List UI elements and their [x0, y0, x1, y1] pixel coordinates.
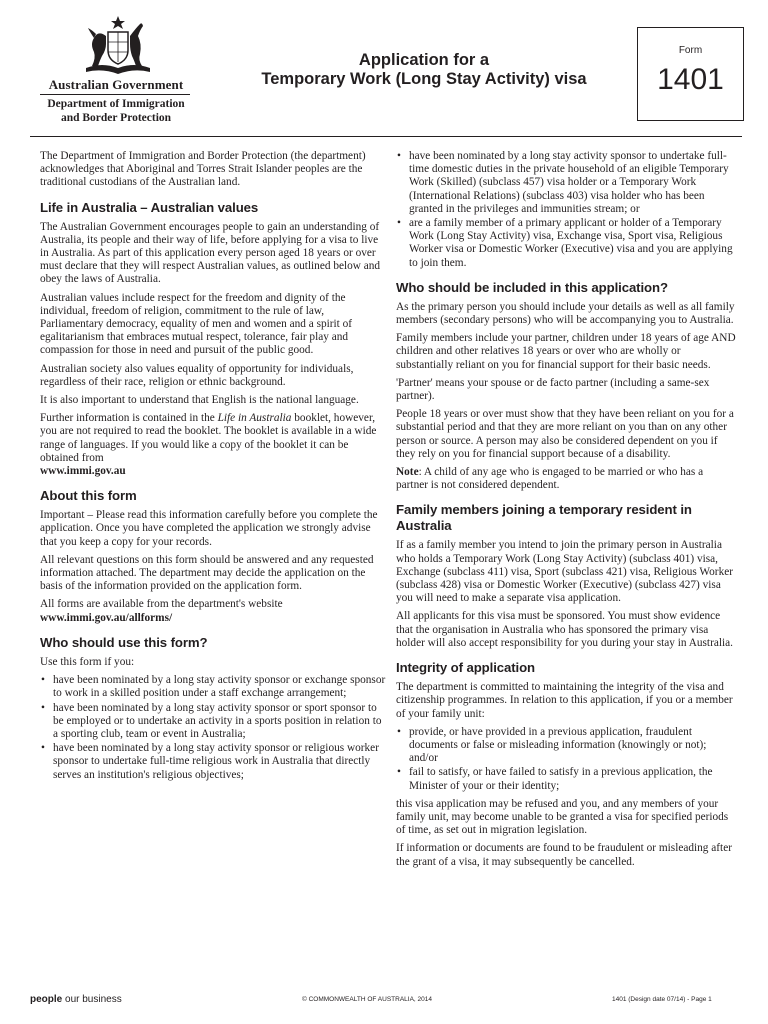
paragraph [40, 598, 386, 624]
booklet-title: Life in Australia [217, 412, 292, 425]
paragraph: If as a family member you intend to join the primary person in Australia who holds a Temporary Work (Long Stay Activity) (subclass 401) visa, Exchange (subclass 411) visa, Sport (subclass 421) visa, Religious Worker (subclass 428) visa or Domestic Worker (Executive) (subclass 427) visa you will need to make a separate visa application. [396, 539, 733, 605]
paragraph: All relevant questions on this form should be answered and any requested information attached. The department may decide the application on the basis of the information provided on the application form. [40, 553, 374, 593]
text: : A child of any age who is engaged to be married or who has a partner is not considered dependent. [396, 466, 704, 492]
footer-slogan [30, 994, 122, 1005]
list-item: • have been nominated by a long stay activity sponsor or religious worker sponsor to undertake full-time religious work in Australia that directly serves an institution's religious objectives; [40, 742, 386, 782]
divider [40, 94, 190, 95]
page-info: 1401 (Design date 07/14) - Page 1 [612, 996, 712, 1003]
right-column [396, 150, 736, 874]
list-item: • have been nominated by a long stay activity sponsor or exchange sponsor to work in a skilled position under a staff exchange arrangement; [40, 674, 386, 700]
paragraph: All applicants for this visa must be sponsored. You must show evidence that the organisation in Australia who has sponsored the primary visa holder will also accept responsibility for you during your stay in Australia. [396, 610, 733, 649]
paragraph: The Australian Government encourages people to gain an understanding of Australia, its people and their way of life, before applying for a visa to live in Australia. As part of this application every person aged 18 years or over must declare that they will respect Australian values, as outlined below and obey the laws of Australia. [40, 220, 381, 286]
page-header [0, 0, 768, 138]
acknowledgement-text: The Department of Immigration and Border Protection (the department) acknowledges that Aboriginal and Torres Strait Islander peoples are the traditional custodians of the Australian land. [40, 150, 366, 189]
form-label: Form [678, 45, 703, 56]
bullet-list [396, 150, 736, 270]
text: booklet, however, you are not required to read the booklet. The booklet is available in a wide range of languages. If you would like a copy of the booklet it can be obtained from [40, 412, 377, 464]
paragraph [40, 412, 386, 478]
paragraph: this visa application may be refused and you, and any members of your family unit, may become unable to be granted a visa for specified periods of time, as set out in migration legislation. [396, 797, 729, 837]
paragraph: The department is committed to maintaining the integrity of the visa and citizenship programmes. In relation to this application, if you or a member of your family unit: [396, 681, 733, 720]
paragraph: It is also important to understand that English is the national language. [40, 394, 359, 407]
title-line: Temporary Work (Long Stay Activity) visa [261, 70, 587, 88]
list-item: • provide, or have provided in a previous application, fraudulent documents or false or misleading information (knowingly or not); and/or [396, 726, 736, 766]
page-title [238, 51, 610, 89]
paragraph: Australian society also values equality of opportunity for individuals, regardless of their race, religion or ethnic background. [40, 362, 354, 388]
website-link[interactable]: www.immi.gov.au [40, 465, 126, 478]
government-name: Australian Government [48, 77, 184, 92]
bullet-list [396, 726, 736, 793]
forms-link[interactable]: www.immi.gov.au/allforms/ [40, 611, 173, 624]
section-heading: Integrity of application [396, 660, 536, 676]
department-name [30, 97, 202, 125]
page-footer [0, 994, 768, 1014]
form-number: 1401 [657, 63, 724, 96]
section-heading: About this form [40, 488, 137, 504]
slogan-rest: our business [62, 994, 122, 1005]
left-column [40, 150, 386, 787]
paragraph: Important – Please read this information carefully before you complete the application. Once you have completed the application we strongly advise that you keep a copy for your records. [40, 509, 378, 548]
header-divider [30, 136, 742, 137]
paragraph: Family members include your partner, children under 18 years of age AND children and other relatives 18 years or over who are wholly or substantially reliant on you for financial support for their basic needs. [396, 332, 736, 371]
list-item: • fail to satisfy, or have failed to satisfy in a previous application, the Minister of your or their identity; [396, 766, 736, 792]
copyright-text: © COMMONWEALTH OF AUSTRALIA, 2014 [302, 996, 432, 1003]
section-heading: Who should use this form? [40, 634, 208, 650]
department-line: and Border Protection [60, 112, 172, 124]
form-number-box [637, 27, 744, 121]
slogan-bold: people [30, 994, 63, 1005]
section-heading: Family members joining a temporary resident in Australia [396, 502, 692, 534]
text: All forms are available from the department's website [40, 598, 283, 611]
coat-of-arms-icon [76, 14, 160, 76]
paragraph: 'Partner' means your spouse or de facto partner (including a same-sex partner). [396, 376, 710, 403]
paragraph: People 18 years or over must show that they have been reliant on you for a substantial period and that they are more reliant on you than on any other person or source. A person may also be considered dependent on you if they rely on you for financial support because of a disability. [396, 408, 734, 460]
paragraph: Use this form if you: [40, 655, 135, 668]
section-heading: Who should be included in this application? [396, 279, 668, 295]
department-line: Department of Immigration [47, 98, 185, 110]
paragraph: If information or documents are found to be fraudulent or misleading after the grant of a visa, it may subsequently be cancelled. [396, 842, 732, 868]
section-heading: Life in Australia – Australian values [40, 199, 259, 215]
note-paragraph [396, 466, 736, 492]
note-label: Note [396, 466, 419, 479]
text: Further information is contained in the [40, 412, 218, 425]
list-item: • have been nominated by a long stay activity sponsor to undertake full-time domestic duties in the private household of an eligible Temporary Work (Skilled) (subclass 457) visa holder or a Temporary Work (International Relations) (subclass 403) visa holder who has been granted in the privileges and immunities stream; or [396, 150, 736, 216]
paragraph: As the primary person you should include your details as well as all family members (secondary persons) who will be accompanying you to Australia. [396, 300, 735, 327]
list-item: • are a family member of a primary applicant or holder of a Temporary Work (Long Stay Activity) visa, Exchange visa, Sport visa, Religious Worker visa or Domestic Worker (Executive) visa and you are applying to join them. [396, 217, 736, 270]
title-line: Application for a [358, 51, 490, 69]
paragraph: Australian values include respect for the freedom and dignity of the individual, freedom of religion, commitment to the rule of law, Parliamentary democracy, equality of men and women and a spirit of egalitarianism that embraces mutual respect, tolerance, fair play and compassion for those in need and pursuit of the public good. [40, 291, 353, 357]
list-item: • have been nominated by a long stay activity sponsor or sport sponsor to be employed or to undertake an activity in a sports position in relation to a sporting club, team or event in Australia; [40, 702, 386, 742]
bullet-list [40, 674, 386, 782]
